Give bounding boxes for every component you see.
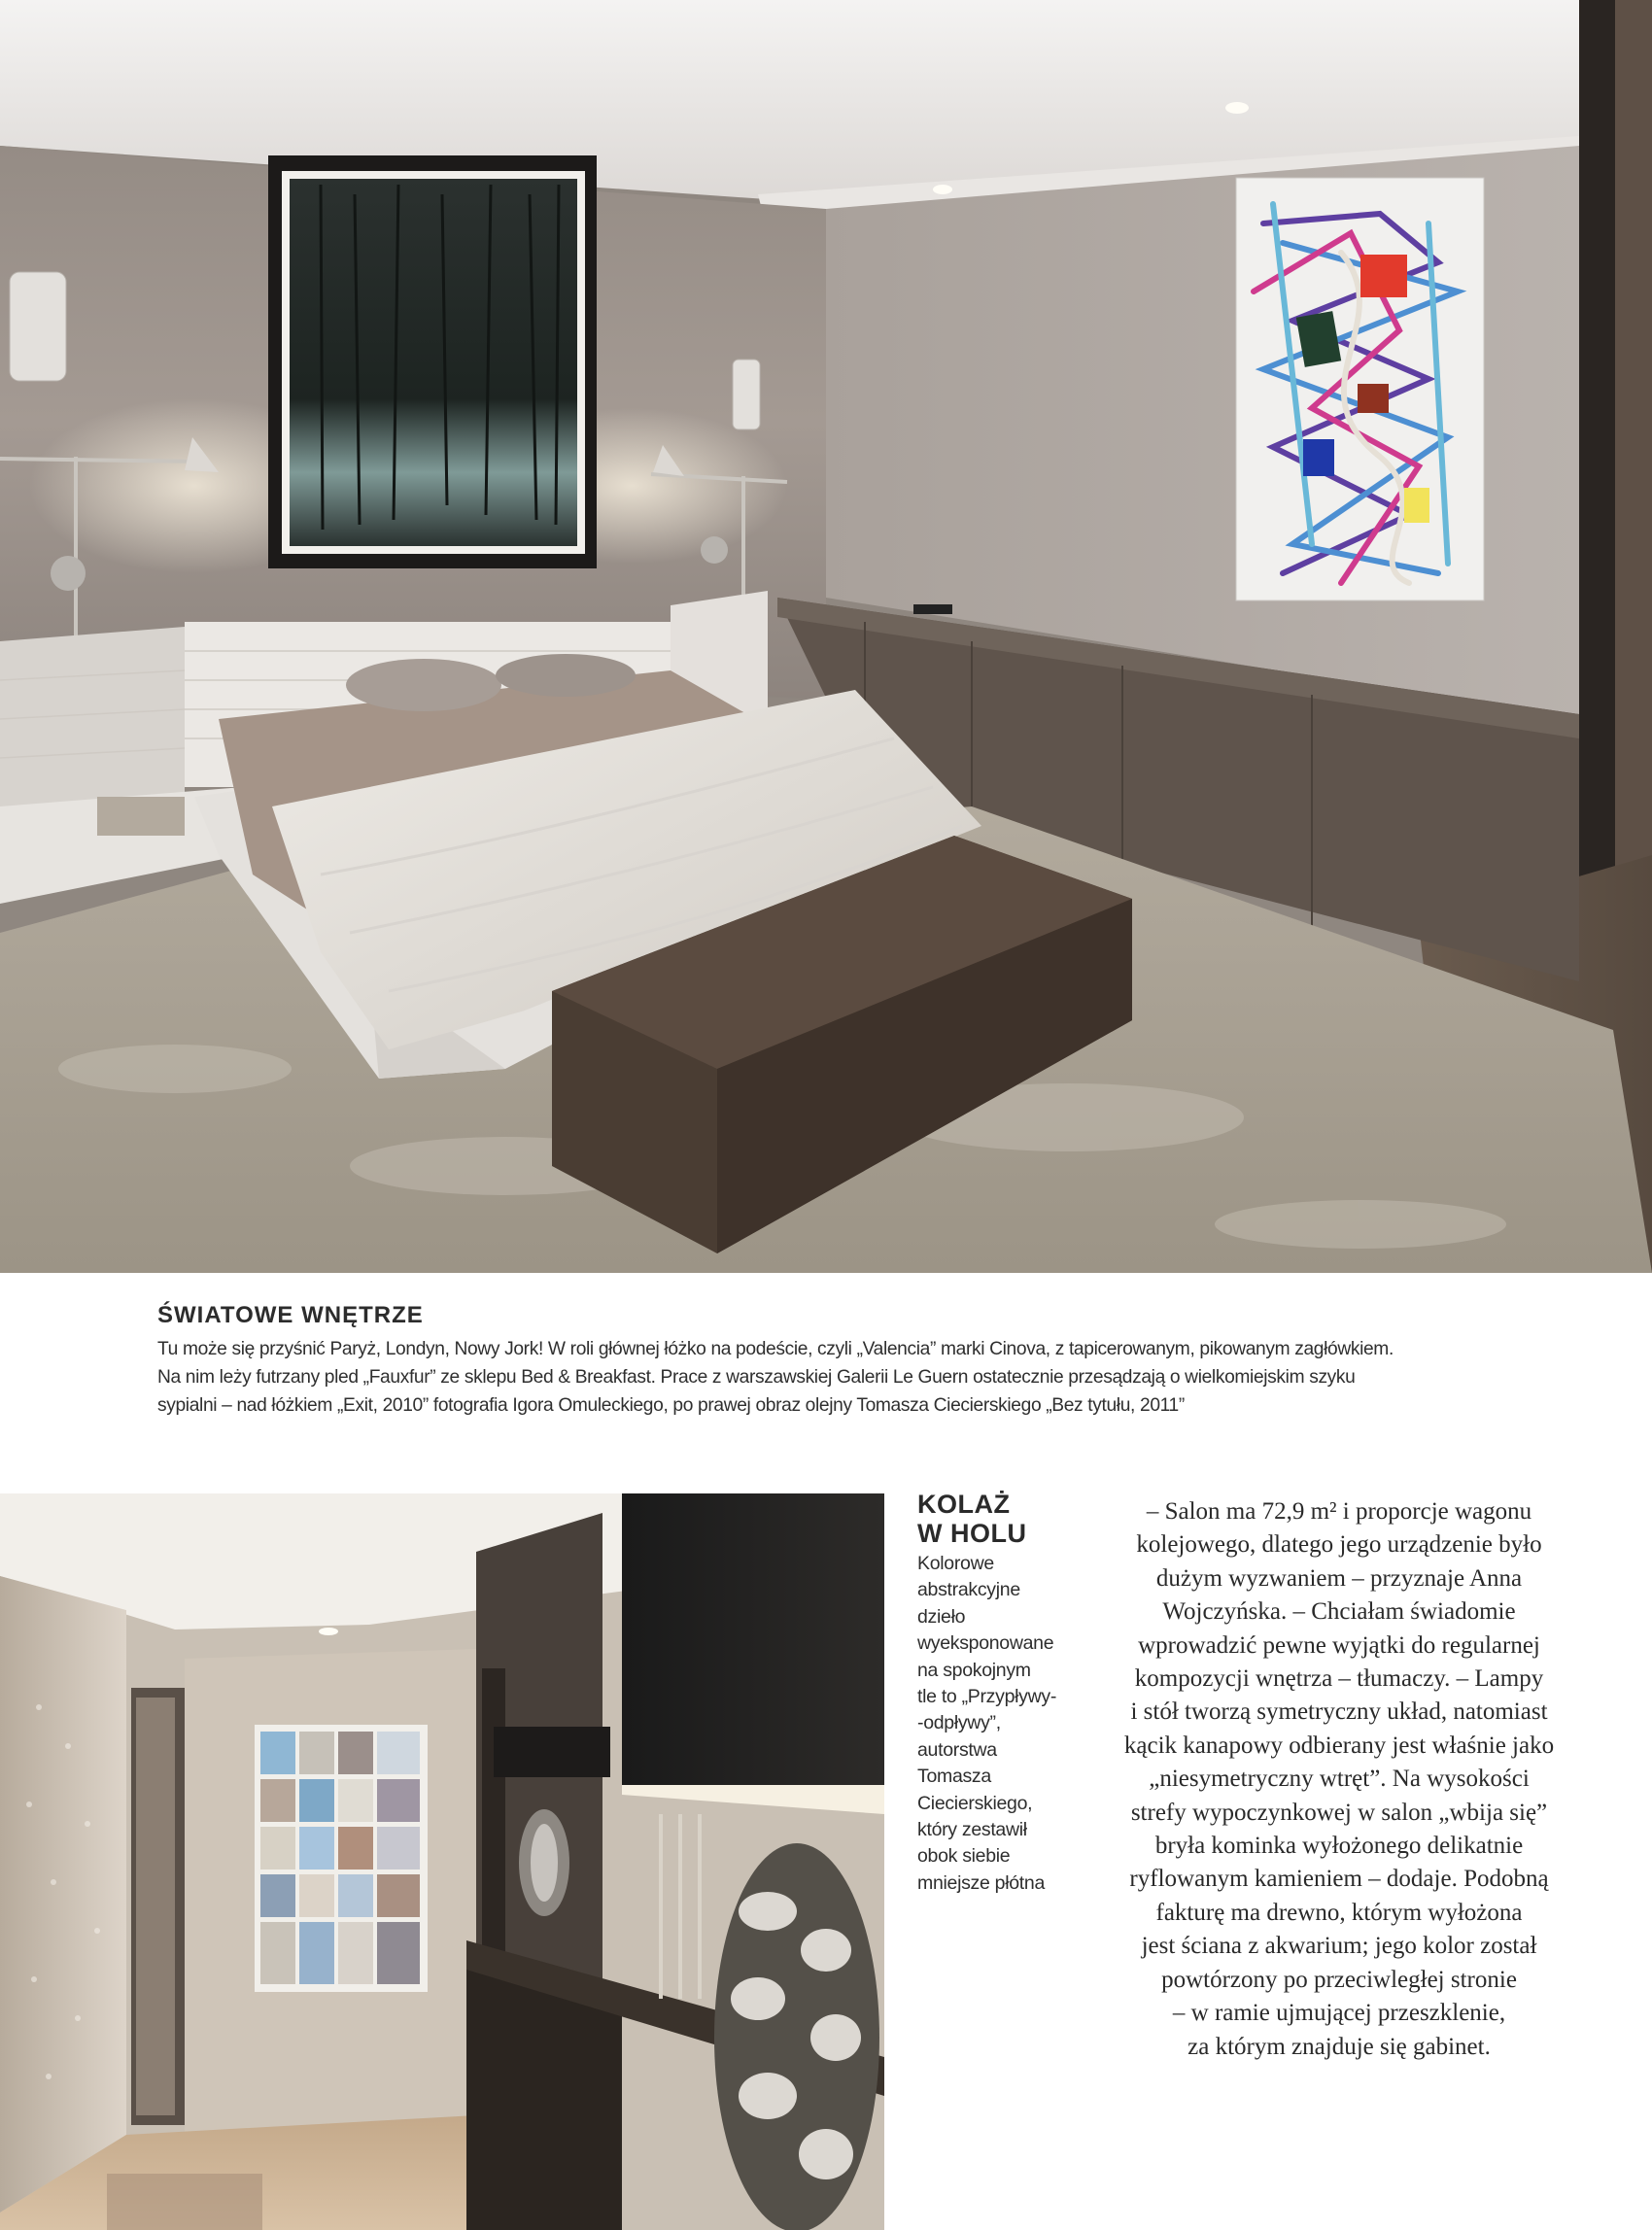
side-caption-line: Ciecierskiego, <box>917 1792 1033 1814</box>
body-line: i stół tworzą symetryczny układ, natomiast <box>1130 1698 1548 1726</box>
hall-photo <box>0 1493 884 2230</box>
side-caption-line: wyeksponowane <box>917 1632 1054 1655</box>
caption-line: Na nim leży futrzany pled „Fauxfur” ze sklepu Bed & Breakfast. Prace z warszawskiej Galerii Le Guern ostatecznie przesądzają o wielkomiejskim szyku <box>157 1367 1356 1388</box>
body-line: powtórzony po przeciwległej stronie <box>1161 1966 1517 1993</box>
side-caption-line: autorstwa <box>917 1738 997 1761</box>
body-line: kolejowego, dlatego jego urządzenie było <box>1136 1531 1542 1559</box>
body-line: bryła kominka wyłożonego delikatnie <box>1154 1833 1524 1860</box>
side-caption-line: który zestawił <box>917 1819 1027 1841</box>
body-line: strefy wypoczynkowej w salon „wbija się” <box>1130 1799 1548 1826</box>
body-line: za którym znajduje się gabinet. <box>1187 2033 1491 2060</box>
side-caption <box>917 1551 1083 1897</box>
side-caption-line: -odpływy”, <box>917 1712 1001 1734</box>
body-line: Wojczyńska. – Chciałam świadomie <box>1162 1598 1516 1626</box>
caption-body <box>157 1335 1586 1420</box>
body-line: ryflowanym kamieniem – dodaje. Podobną <box>1129 1866 1549 1893</box>
side-caption-line: obok siebie <box>917 1845 1011 1868</box>
body-line: kącik kanapowy odbierany jest właśnie jako <box>1123 1732 1555 1759</box>
body-line: – Salon ma 72,9 m² i proporcje wagonu <box>1146 1498 1532 1525</box>
body-line: jest ściana z akwarium; jego kolor został <box>1141 1933 1537 1960</box>
side-caption-line: Kolorowe <box>917 1553 994 1574</box>
photo-caption <box>157 1302 1586 1420</box>
body-line: „niesymetryczny wtręt”. Na wysokości <box>1149 1766 1530 1793</box>
article-body <box>1096 1495 1582 2064</box>
side-title-line: W HOLU <box>917 1519 1027 1548</box>
body-line: – w ramie ujmującej przeszklenie, <box>1172 2000 1506 2027</box>
caption-title: ŚWIATOWE WNĘTRZE <box>157 1302 424 1328</box>
side-caption-line: Tomasza <box>917 1766 991 1788</box>
body-line: wprowadzić pewne wyjątki do regularnej <box>1138 1631 1540 1659</box>
body-line: fakturę ma drewno, którym wyłożona <box>1155 1899 1523 1926</box>
caption-line: Tu może się przyśnić Paryż, Londyn, Nowy Jork! W roli głównej łóżko na podeście, czyli „Valencia” marki Cinova, z tapicerowanym, pikowanym zagłówkiem. <box>157 1339 1394 1359</box>
body-line: kompozycji wnętrza – tłumaczy. – Lampy <box>1134 1665 1544 1693</box>
body-line: dużym wyzwaniem – przyznaje Anna <box>1155 1564 1523 1592</box>
side-caption-line: mniejsze płótna <box>917 1871 1045 1894</box>
side-title <box>917 1490 1063 1548</box>
caption-line: sypialni – nad łóżkiem „Exit, 2010” fotografia Igora Omuleckiego, po prawej obraz olejny Tomasza Ciecierskiego „Bez tytułu, 2011” <box>157 1395 1185 1416</box>
side-caption-line: na spokojnym <box>917 1659 1031 1681</box>
side-title-line: KOLAŻ <box>917 1490 1011 1519</box>
side-caption-line: tle to „Przypływy- <box>917 1686 1057 1708</box>
side-caption-line: abstrakcyjne <box>917 1579 1020 1601</box>
side-caption-line: dzieło <box>917 1605 966 1628</box>
